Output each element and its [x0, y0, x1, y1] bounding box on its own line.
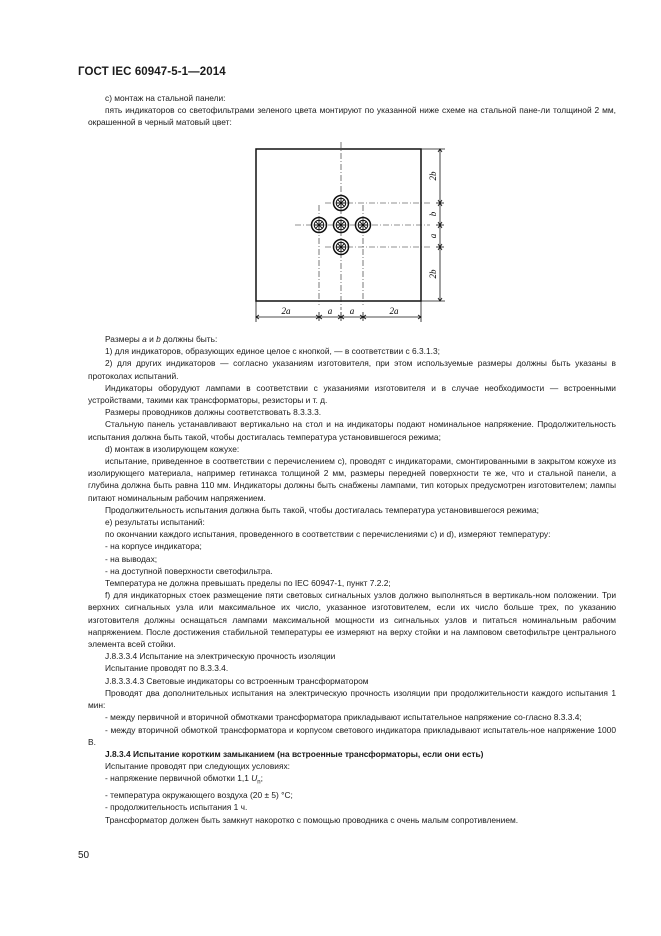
- duration-paragraph: Продолжительность испытания должна быть такой, чтобы достигалась температура установившегося режима;: [105, 504, 539, 515]
- condition-temperature: - температура окружающего воздуха (20 ± 5) °С;: [105, 790, 293, 801]
- dim-label-right-2b-top: 2b: [428, 171, 438, 181]
- condition-voltage: [88, 772, 616, 789]
- voltage-text: - напряжение первичной обмотки 1,1: [105, 773, 252, 784]
- short-circuit-paragraph: Трансформатор должен быть замкнут накоротко с помощью проводника с очень малым сопротивлением.: [105, 814, 519, 825]
- voltage-end: ;: [260, 773, 263, 784]
- document-header: ГОСТ IEC 60947-5-1—2014: [78, 66, 226, 78]
- conditions-intro: Испытание проводят при следующих условиях:: [105, 761, 290, 772]
- lamps-paragraph: Индикаторы оборудуют лампами в соответствии с указаниями изготовителя и в случае необходимости — встроенными устройствами, такими как трансформаторы, резисторы и т. д.: [88, 382, 616, 406]
- p1-start: Размеры: [105, 334, 143, 344]
- indicator-center: [334, 218, 349, 233]
- p1-end: должны быть:: [160, 334, 218, 344]
- clause-j8334-text: Испытание проводят по 8.3.3.4.: [105, 663, 229, 674]
- voltage-symbol: U: [251, 773, 258, 784]
- p1-mid: и: [146, 334, 157, 344]
- dim-label-bottom-2a-left: 2a: [281, 306, 291, 316]
- measure-point-3: - на доступной поверхности светофильтра.: [105, 565, 273, 576]
- conductors-paragraph: Размеры проводников должны соответствовать 8.3.3.3.: [105, 407, 322, 418]
- panel-test-paragraph: Стальную панель устанавливают вертикально на стол и на индикаторы подают номинальное напряжение. Продолжительность испытания должна быть такой, чтобы достигалась температура установившегося режима;: [88, 419, 616, 442]
- indicator-right: [356, 218, 371, 233]
- dim-label-right-2b-bottom: 2b: [428, 269, 438, 279]
- p1-b: b: [156, 334, 161, 344]
- clause-j8334-title: J.8.3.3.4 Испытание на электрическую прочность изоляции: [105, 651, 336, 662]
- item-d: d) монтаж в изолирующем кожухе:: [105, 443, 240, 454]
- intro-paragraph: пять индикаторов со светофильтрами зеленого цвета монтируют по указанной ниже схеме на стальной пане-ли толщиной 2 мм, окрашенной в черный матовый цвет:: [88, 105, 616, 128]
- measurement-paragraph: по окончании каждого испытания, проведенного в соответствии с перечислениями с) и d), измеряют температуру:: [105, 529, 551, 540]
- voltage-subscript: n: [257, 779, 261, 786]
- indicator-bottom: [334, 240, 349, 255]
- panel-layout-figure: [240, 140, 460, 330]
- main-text: [88, 333, 616, 826]
- condition-duration: - продолжительность испытания 1 ч.: [105, 802, 248, 813]
- dimensions-intro: [88, 333, 616, 345]
- enclosure-test-paragraph: испытание, приведенное в соответствии с перечислением с), проводят с индикаторами, смонтированными в закрытом кожухе из изолирующего материала, например гетинакса толщиной 2 мм, размеры передней поверхности те же, что и стальной панели, а глубина должна быть равна 110 мм. Индикаторы должны быть снабжены лампами, тип которых предусмотрен изготовителем; лампы питают номинальным рабочим напряжением.: [88, 456, 616, 503]
- item-1: 1) для индикаторов, образующих единое целое с кнопкой, — в соответствии с 6.3.1.3;: [105, 346, 440, 357]
- item-e: е) результаты испытаний:: [105, 517, 205, 528]
- indicator-left: [312, 218, 327, 233]
- intro-section: [88, 92, 616, 129]
- dim-label-right-a: a: [428, 233, 438, 239]
- page-number: 50: [78, 850, 90, 861]
- measure-point-2: - на выводах;: [105, 553, 158, 564]
- dim-label-bottom-a-left: a: [327, 306, 333, 316]
- measure-point-1: - на корпусе индикатора;: [105, 541, 202, 552]
- clause-j83343-text: Проводят два дополнительных испытания на электрическую прочность изоляции при продолжительности каждого испытания 1 мин:: [88, 687, 616, 711]
- item-c: с) монтаж на стальной панели:: [105, 93, 226, 103]
- dielectric-test-2: - между вторичной обмоткой трансформатора и корпусом светового индикатора прикладывают испытатель-ное напряжение 1000 В.: [88, 724, 616, 747]
- dim-label-bottom-2a-right: 2a: [389, 306, 399, 316]
- item-f: f) для индикаторных стоек размещение пяти световых сигнальных узлов должно выполняться в вертикаль-ном положении. Три верхних сигнальных узла или максимальное их число, указанное изготовителем, если их число больше трех, по указанию изготовителя должны оснащаться лампами максимальной мощности из сигнальных узлов и питаться номинальным рабочим напряжением. После достижения стабильной температуры ее измеряют на верху стойки и на ламповом светофильтре центрального элемента всей стойки.: [88, 590, 616, 650]
- clause-j83343-title: J.8.3.3.4.3 Световые индикаторы со встроенным трансформатором: [105, 675, 369, 686]
- indicator-top: [334, 196, 349, 211]
- dim-label-right-b: b: [428, 211, 438, 217]
- dim-label-bottom-a-right: a: [349, 306, 355, 316]
- clause-j834-title: J.8.3.4 Испытание коротким замыканием (на встроенные трансформаторы, если они есть): [105, 748, 484, 759]
- dielectric-test-1: - между первичной и вторичной обмотками трансформатора прикладывают испытательное напряжение со-гласно 8.3.3.4;: [105, 712, 582, 723]
- item-2: 2) для других индикаторов — согласно указаниям изготовителя, при этом используемые размеры должны быть указаны в протоколах испытаний.: [88, 358, 616, 381]
- p1-a: a: [142, 334, 147, 344]
- temperature-limit-paragraph: Температура не должна превышать пределы по IEC 60947-1, пункт 7.2.2;: [105, 578, 391, 589]
